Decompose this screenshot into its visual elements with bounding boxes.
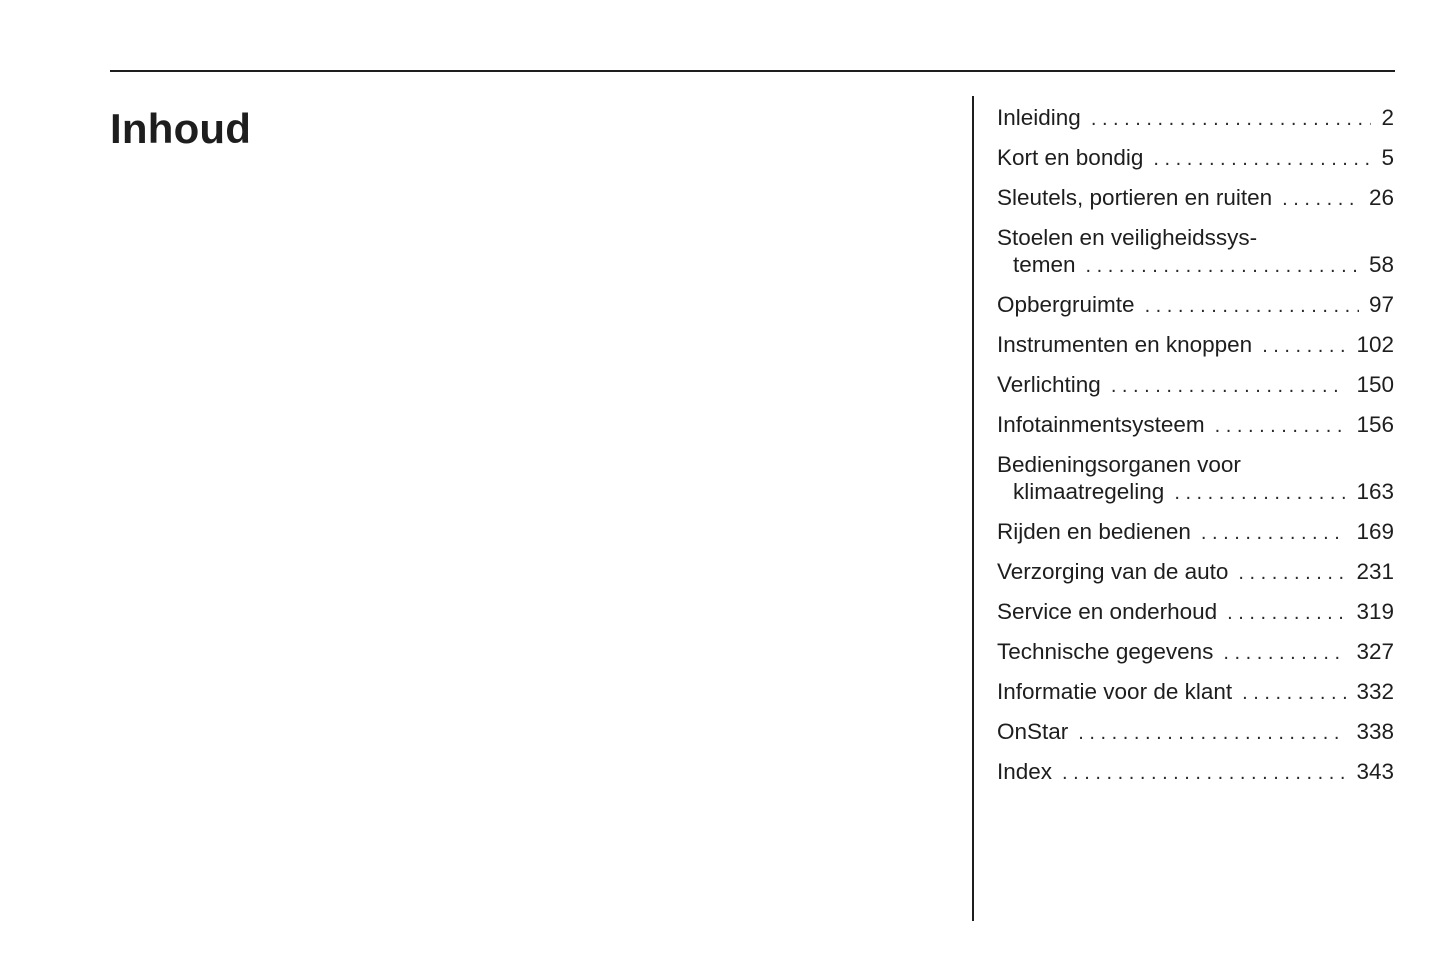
toc-entry-title: Opbergruimte (997, 292, 1135, 317)
toc-entry-informatie-klant[interactable] (997, 678, 1394, 707)
dot-leader (1262, 333, 1346, 360)
top-rule (110, 70, 1395, 72)
toc-entry-title: Verzorging van de auto (997, 559, 1229, 584)
dot-leader (1153, 146, 1371, 173)
toc-entry-onstar[interactable] (997, 718, 1394, 747)
toc-entry-title-first-line: Stoelen en veiligheidssys- (997, 225, 1258, 250)
toc-entry-sleutels[interactable] (997, 184, 1394, 213)
dot-leader (1062, 760, 1346, 787)
toc-entry-stoelen[interactable] (997, 224, 1394, 280)
toc-entry-title: Kort en bondig (997, 145, 1144, 170)
toc-entry-inleiding[interactable] (997, 104, 1394, 133)
toc-entry-page: 2 (1381, 105, 1394, 130)
toc-entry-title: Informatie voor de klant (997, 679, 1233, 704)
dot-leader (1091, 106, 1372, 133)
toc-entry-verlichting[interactable] (997, 371, 1394, 400)
toc-entry-title: Infotainmentsysteem (997, 412, 1205, 437)
toc-entry-service[interactable] (997, 598, 1394, 627)
toc-entry-page: 5 (1381, 145, 1394, 170)
toc-entry-page: 231 (1356, 559, 1394, 584)
dot-leader (1078, 720, 1346, 747)
toc-entry-instrumenten[interactable] (997, 331, 1394, 360)
dot-leader (1223, 640, 1346, 667)
dot-leader (1282, 186, 1359, 213)
toc-entry-title-first-line: Bedieningsorganen voor (997, 452, 1241, 477)
toc-entry-title: klimaatregeling (1013, 479, 1165, 504)
dot-leader (1227, 600, 1346, 627)
page-title: Inhoud (110, 105, 252, 152)
toc-entry-title: Inleiding (997, 105, 1081, 130)
dot-leader (1086, 253, 1359, 280)
toc-entry-title: Technische gegevens (997, 639, 1214, 664)
toc-entry-title: Rijden en bedienen (997, 519, 1191, 544)
toc-entry-title: Index (997, 759, 1053, 784)
toc-entry-page: 169 (1356, 519, 1394, 544)
toc-entry-title: Service en onderhoud (997, 599, 1218, 624)
toc-entry-page: 97 (1368, 292, 1394, 317)
toc-entry-rijden[interactable] (997, 518, 1394, 547)
toc-entry-page: 327 (1356, 639, 1394, 664)
toc-entry-page: 319 (1356, 599, 1394, 624)
toc-entry-page: 343 (1356, 759, 1394, 784)
dot-leader (1215, 413, 1347, 440)
dot-leader (1238, 560, 1346, 587)
toc-entry-page: 338 (1356, 719, 1394, 744)
toc-entry-page: 26 (1368, 185, 1394, 210)
toc-entry-opbergruimte[interactable] (997, 291, 1394, 320)
toc-entry-bedieningsorganen[interactable] (997, 451, 1394, 507)
toc-entry-page: 332 (1356, 679, 1394, 704)
toc-entry-infotainmentsysteem[interactable] (997, 411, 1394, 440)
toc-entry-title: Verlichting (997, 372, 1101, 397)
dot-leader (1242, 680, 1346, 707)
dot-leader (1201, 520, 1347, 547)
toc-entry-page: 58 (1368, 252, 1394, 277)
toc-entry-index[interactable] (997, 758, 1394, 787)
toc-entry-page: 163 (1356, 479, 1394, 504)
toc-entry-title: OnStar (997, 719, 1069, 744)
toc-entry-title: Sleutels, portieren en ruiten (997, 185, 1273, 210)
toc-entry-title: temen (1013, 252, 1076, 277)
dot-leader (1145, 293, 1359, 320)
toc-entry-page: 150 (1356, 372, 1394, 397)
dot-leader (1174, 480, 1346, 507)
column-divider (972, 96, 974, 921)
toc-entry-verzorging[interactable] (997, 558, 1394, 587)
table-of-contents (997, 104, 1394, 798)
toc-entry-kort-en-bondig[interactable] (997, 144, 1394, 173)
toc-entry-page: 156 (1356, 412, 1394, 437)
toc-entry-page: 102 (1356, 332, 1394, 357)
toc-entry-technische-gegevens[interactable] (997, 638, 1394, 667)
dot-leader (1111, 373, 1347, 400)
toc-entry-title: Instrumenten en knoppen (997, 332, 1253, 357)
